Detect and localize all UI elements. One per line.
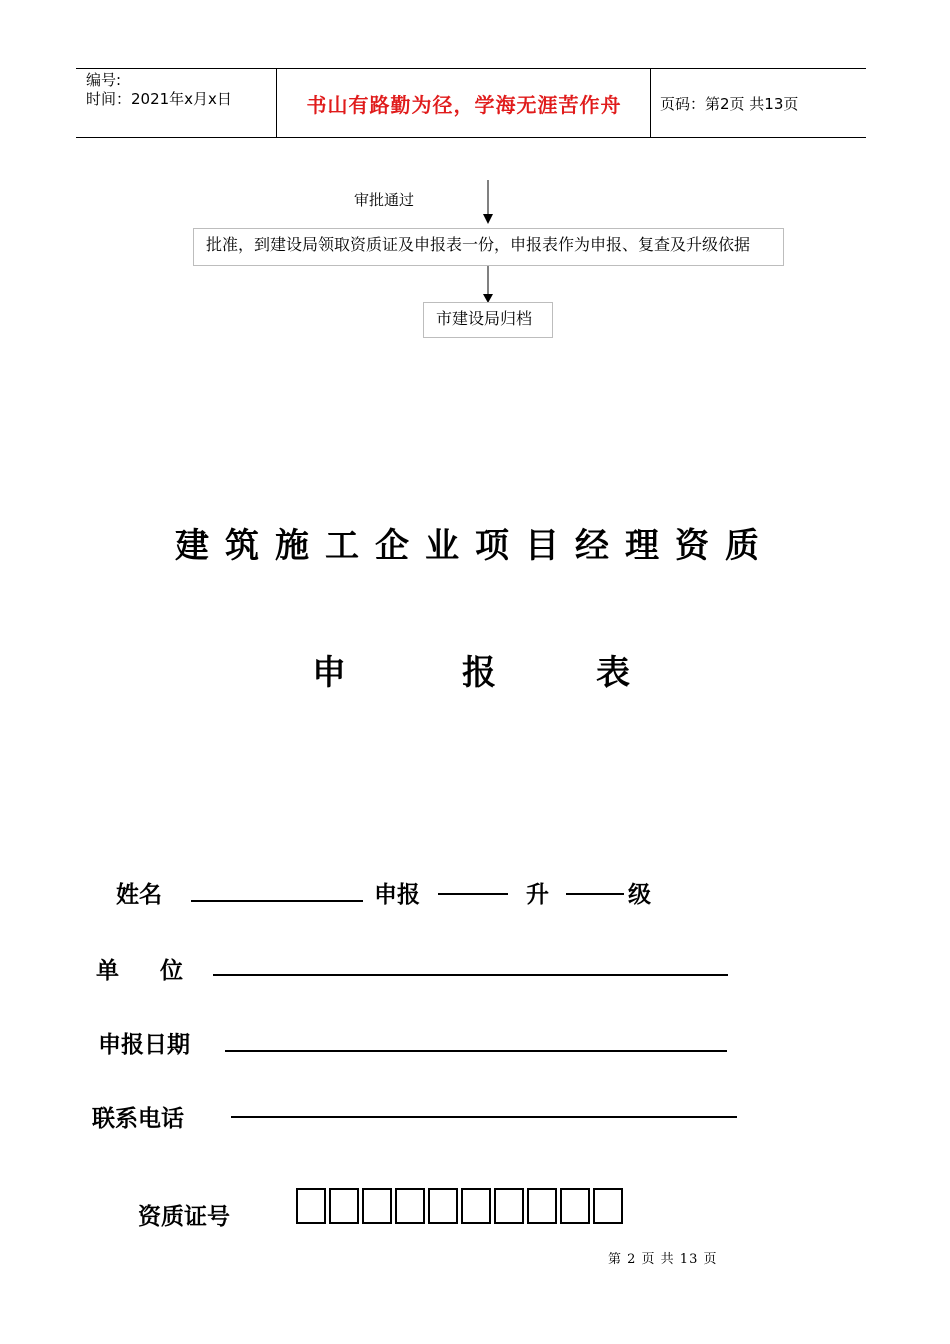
date-field-line[interactable]: [225, 1050, 727, 1052]
unit-label-b: 位: [160, 957, 183, 984]
doc-title-char-3: 表: [596, 653, 630, 693]
flow-box-archive: [423, 302, 553, 338]
doc-title-char-1: 申: [312, 653, 346, 693]
declare-field-line[interactable]: [438, 893, 508, 895]
footer-page-number: 第 2 页 共 13 页: [608, 1252, 718, 1267]
flow-box-approval-text: 批准，到建设局领取资质证及申报表一份，申报表作为申报、复查及升级依据: [206, 235, 751, 254]
time-label: 时间：2021年x月x日: [86, 90, 232, 108]
level-label: 级: [628, 881, 651, 908]
flow-arrows: [0, 0, 950, 340]
cert-digit-box[interactable]: [593, 1188, 623, 1224]
header-motto: 书山有路勤为径，学海无涯苦作舟: [306, 92, 622, 117]
flow-box-approval: [193, 228, 784, 266]
cert-digit-box[interactable]: [395, 1188, 425, 1224]
unit-field-line[interactable]: [213, 974, 728, 976]
cert-digit-box[interactable]: [494, 1188, 524, 1224]
declare-label: 申报: [374, 881, 420, 908]
cert-digit-box[interactable]: [527, 1188, 557, 1224]
unit-label-a: 单: [96, 957, 119, 984]
date-label: 申报日期: [98, 1031, 190, 1058]
flow-step-label: 审批通过: [354, 191, 415, 209]
flow-box-archive-text: 市建设局归档: [436, 309, 533, 328]
number-label: 编号:: [86, 71, 122, 89]
cert-label: 资质证号: [138, 1203, 230, 1230]
upgrade-field-line[interactable]: [566, 893, 624, 895]
cert-number-boxes: [296, 1188, 626, 1224]
phone-field-line[interactable]: [231, 1116, 737, 1118]
cert-digit-box[interactable]: [362, 1188, 392, 1224]
phone-label: 联系电话: [92, 1105, 184, 1132]
arrow-middle: [483, 266, 493, 303]
name-field-line[interactable]: [191, 900, 363, 902]
cert-digit-box[interactable]: [428, 1188, 458, 1224]
arrow-top: [483, 180, 493, 224]
name-label: 姓名: [116, 881, 162, 908]
cert-digit-box[interactable]: [560, 1188, 590, 1224]
cert-digit-box[interactable]: [461, 1188, 491, 1224]
upgrade-label: 升: [526, 881, 549, 908]
doc-title-char-2: 报: [462, 653, 496, 693]
cert-digit-box[interactable]: [329, 1188, 359, 1224]
cert-digit-box[interactable]: [296, 1188, 326, 1224]
header-page-info: 页码：第2页 共13页: [660, 95, 799, 113]
doc-title-line1: 建筑施工企业项目经理资质: [175, 526, 775, 566]
